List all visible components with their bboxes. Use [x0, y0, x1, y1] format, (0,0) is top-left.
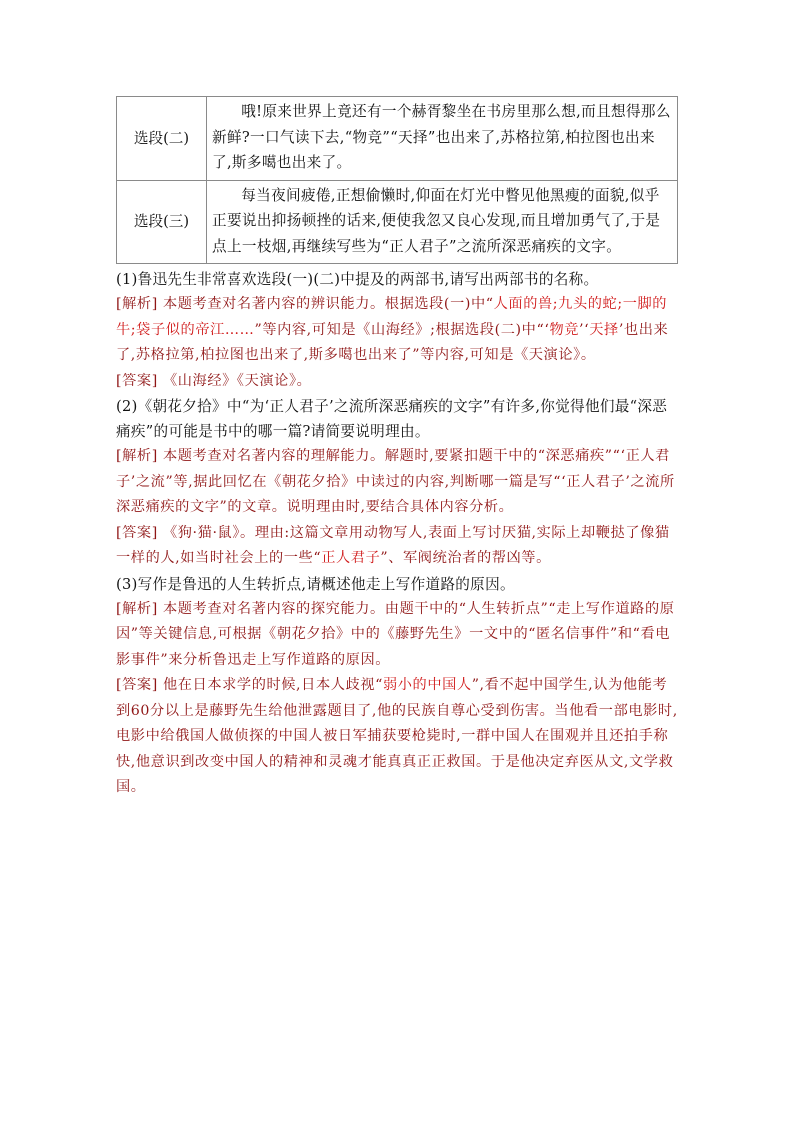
answer-text: 《山海经》《天演论》。: [157, 372, 312, 389]
selection-text: 哦!原来世界上竟还有一个赫胥黎坐在书房里那么想,而且想得那么新鲜?一口气读下去,“物竞”“天择”也出来了,苏格拉第,柏拉图也出来了,斯多噶也出来了。: [207, 97, 678, 181]
analysis-text: 本题考查对名著内容的理解能力。解题时,要紧扣题干中的“深恶痛疾”“‘正人君子’之流”等,据此回忆在《朝花夕拾》中读过的内容,判断哪一篇是写“‘正人君子’之流所深恶痛疾的文字”的文章。说明理由时,要结合具体内容分析。: [116, 448, 675, 515]
selection-row-3: [117, 180, 678, 264]
analysis-text: 本题考查对名著内容的探究能力。由题干中的“人生转折点”“走上写作道路的原因”等关键信息,可根据《朝花夕拾》中的《藤野先生》一文中的“匿名信事件”和“看电影事件”来分析鲁迅走上写作道路的原因。: [116, 600, 675, 668]
selection-table: [116, 96, 678, 264]
answer-3: [116, 673, 678, 801]
quote-highlight: 弱小的中国人: [382, 677, 472, 693]
answer-tag: [答案]: [116, 524, 158, 541]
selection-row-2: [117, 97, 678, 181]
quote-highlight: 人面的兽;九头的蛇;一脚的牛;袋子似的帝江……: [116, 296, 668, 338]
analysis-text: 本题考查对名著内容的辨识能力。根据选段(一)中“: [157, 296, 494, 312]
selection-text: 每当夜间疲倦,正想偷懒时,仰面在灯光中瞥见他黑瘦的面貌,似乎正要说出抑扬顿挫的话来,便使我忽又良心发现,而且增加勇气了,于是点上一枝烟,再继续写些为“正人君子”之流所深恶痛疾的文字。: [207, 180, 678, 264]
analysis-tag: [解析]: [116, 296, 158, 312]
answer-text: 《狗·猫·鼠》。理由:这篇文章用动物写人,表面上写讨厌猫,实际上却鞭挞了像猫一样的人,如当时社会上的一些“: [116, 524, 670, 566]
question-1: (1)鲁迅先生非常喜欢选段(一)(二)中提及的两部书,请写出两部书的名称。: [116, 271, 599, 288]
answer-tag: [答案]: [116, 677, 158, 693]
answer-2: [116, 521, 678, 572]
answer-tag: [答案]: [116, 372, 158, 389]
answer-text: ”、军阀统治者的帮凶等。: [380, 550, 551, 566]
analysis-1: [116, 292, 678, 369]
selection-label: 选段(三): [117, 180, 207, 264]
question-2: (2)《朝花夕拾》中“为‘正人君子’之流所深恶痛疾的文字”有许多,你觉得他们最“深恶痛疾”的可能是书中的哪一篇?请简要说明理由。: [116, 398, 668, 440]
analysis-text: ”等内容,可知是《山海经》;根据选段(二)中“‘: [254, 321, 550, 338]
analysis-2: [116, 444, 678, 521]
analysis-text: ’‘: [579, 321, 590, 338]
answer-text: ”,看不起中国学生,认为他能考到60分以上是藤野先生给他泄露题目了,他的民族自尊心受到伤害。当他看一部电影时,电影中给俄国人做侦探的中国人被日军捕获要枪毙时,一群中国人在围观并且还拍手称快,他意识到改变中国人的精神和灵魂才能真真正正救国。于是他决定弃医从文,文学救国。: [116, 677, 678, 795]
analysis-tag: [解析]: [116, 448, 158, 464]
selection-label: 选段(二): [117, 97, 207, 181]
answer-text: 他在日本求学的时候,日本人歧视“: [157, 677, 383, 693]
quote-highlight: 正人君子: [321, 550, 381, 566]
analysis-text: ’也出来了,苏格拉第,柏拉图也出来了,斯多噶也出来了”等内容,可知是《天演论》。: [116, 321, 669, 363]
analysis-tag: [解析]: [116, 600, 158, 617]
question-3: (3)写作是鲁迅的人生转折点,请概述他走上写作道路的原因。: [116, 575, 515, 593]
page-content: [116, 96, 678, 801]
quote-highlight: 物竞: [549, 321, 580, 338]
quote-highlight: 天择: [589, 321, 619, 338]
analysis-3: [116, 597, 678, 674]
answer-1: [116, 369, 678, 395]
